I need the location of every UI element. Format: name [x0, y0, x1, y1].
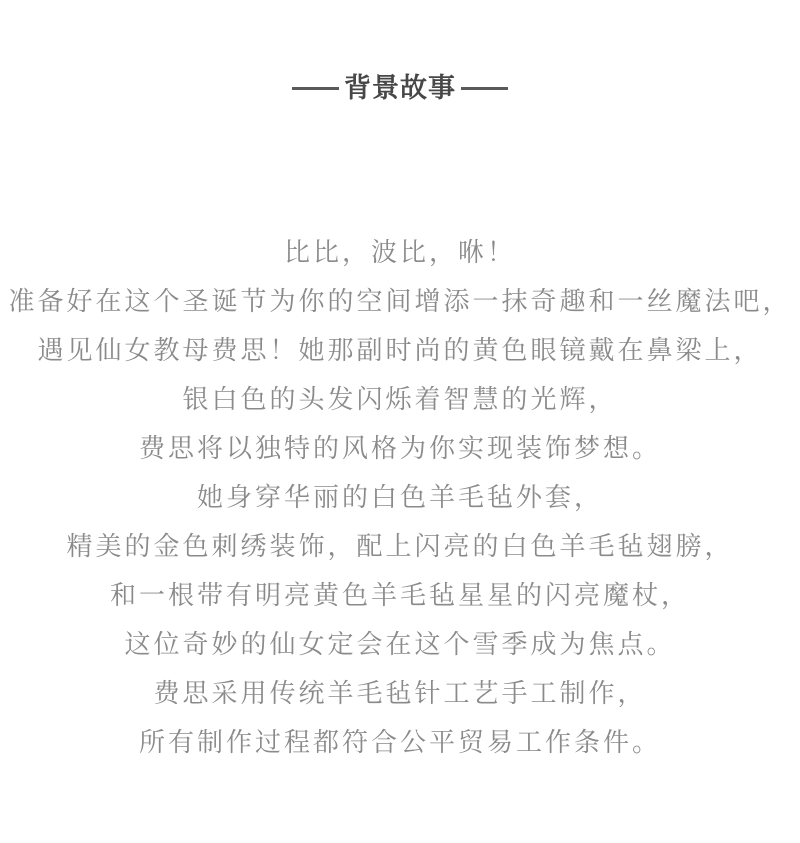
story-line: 精美的金色刺绣装饰，配上闪亮的白色羊毛毡翅膀， [66, 531, 734, 561]
story-line: 银白色的头发闪烁着智慧的光辉， [182, 384, 618, 414]
story-line: 准备好在这个圣诞节为你的空间增添一抹奇趣和一丝魔法吧， [8, 286, 792, 316]
story-text-block [0, 228, 800, 767]
story-line: 所有制作过程都符合公平贸易工作条件。 [138, 727, 661, 757]
story-line: 她身穿华丽的白色羊毛毡外套， [196, 482, 603, 512]
title-dash-right [461, 87, 508, 90]
story-line: 遇见仙女教母费思！她那副时尚的黄色眼镜戴在鼻梁上， [37, 335, 763, 365]
page-title: 背景故事 [344, 73, 456, 103]
story-line: 比比，波比，咻！ [283, 237, 516, 267]
story-line: 这位奇妙的仙女定会在这个雪季成为焦点。 [124, 629, 676, 659]
story-line: 和一根带有明亮黄色羊毛毡星星的闪亮魔杖， [109, 580, 690, 610]
section-title-row [0, 0, 800, 104]
title-dash-left [292, 87, 339, 90]
story-line: 费思采用传统羊毛毡针工艺手工制作， [153, 678, 647, 708]
story-line: 费思将以独特的风格为你实现装饰梦想。 [138, 433, 661, 463]
